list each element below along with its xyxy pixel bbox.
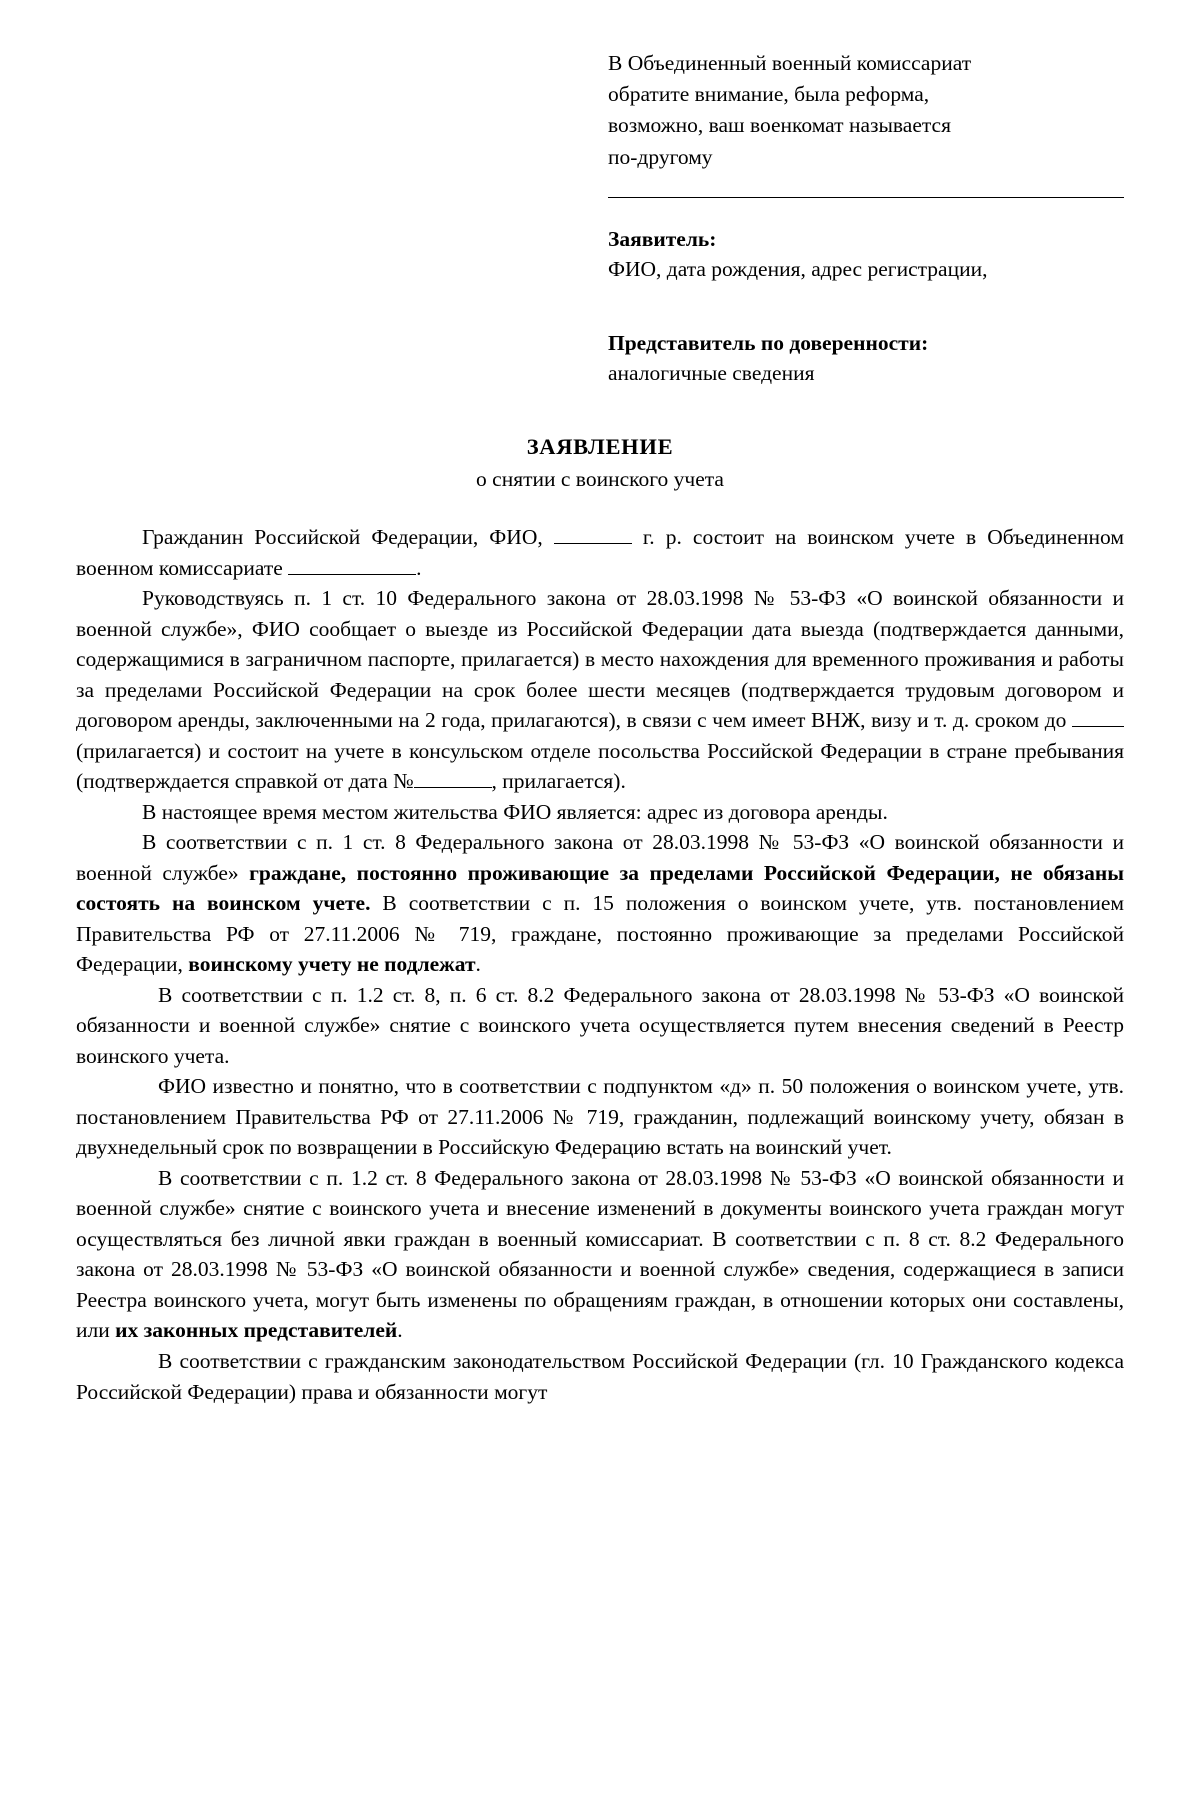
header-block <box>600 48 1124 388</box>
blank-commissariat-name[interactable] <box>288 574 416 575</box>
para-7-bold: их законных представителей <box>115 1318 398 1343</box>
addressee-block <box>608 48 1124 173</box>
para-1-text-b: г. р. состоит на воинском учете в Объединенном военном комиссариате <box>76 525 1124 580</box>
paragraph-civil-law: В соответствии с гражданским законодательством Российской Федерации (гл. 10 Гражданского кодекса Российской Федерации) права и обязанности могут <box>76 1348 1124 1404</box>
title-block <box>76 434 1124 492</box>
para-2-text-a: Руководствуясь п. 1 ст. 10 Федерального закона от 28.03.1998 № 53-ФЗ «О воинской обязанности и военной службе», ФИО сообщает о выезде из Российской Федерации дата выезда (подтверждается данными, содержащимися в заграничном паспорте, прилагается) в место нахождения для временного проживания и работы за пределами Российской Федерации на срок более шести месяцев (подтверждается трудовым договором и договором аренды, заключенными на 2 года, прилагаются), в связи с чем имеет ВНЖ, визу и т. д. сроком до <box>76 586 1124 733</box>
applicant-value: ФИО, дата рождения, адрес регистрации, <box>608 256 988 281</box>
paragraph-no-personal-appearance <box>76 1163 1124 1346</box>
document-title: ЗАЯВЛЕНИЕ <box>526 434 674 460</box>
blank-certificate-number[interactable] <box>414 787 492 788</box>
paragraph-return-obligation: ФИО известно и понятно, что в соответствии с подпунктом «д» п. 50 положения о воинском учете, утв. постановлением Правительства РФ от 27.11.2006 № 719, гражданин, подлежащий воинскому учету, обязан в двухнедельный срок по возвращении в Российскую Федерацию встать на воинский учет. <box>76 1074 1124 1160</box>
document-body <box>76 522 1124 1407</box>
para-2-text-b: (прилагается) и состоит на учете в консульском отделе посольства Российской Федерации в стране пребывания (подтверждается справкой от дата № <box>76 738 1124 794</box>
representative-label: Представитель по доверенности: <box>608 330 929 355</box>
paragraph-registry-procedure: В соответствии с п. 1.2 ст. 8, п. 6 ст. 8.2 Федерального закона от 28.03.1998 № 53-ФЗ «О воинской обязанности и военной службе» снятие с воинского учета осуществляется путем внесения сведений в Реестр воинского учета. <box>76 982 1124 1068</box>
para-4-text-b: В соответствии с п. 15 положения о воинском учете, утв. постановлением Правительства РФ от 27.11.2006 № 719, граждане, постоянно проживающие за пределами Российской Федерации, <box>76 891 1124 977</box>
paragraph-departure-grounds <box>76 583 1124 797</box>
addressee-line-3: возможно, ваш военкомат называется <box>608 113 951 138</box>
blank-permit-expiry[interactable] <box>1072 726 1124 727</box>
applicant-label: Заявитель: <box>608 226 717 251</box>
para-7-text-b: . <box>397 1318 403 1343</box>
representative-block <box>608 328 1124 388</box>
paragraph-current-residence: В настоящее время местом жительства ФИО является: адрес из договора аренды. <box>142 799 888 824</box>
representative-value: аналогичные сведения <box>608 360 815 385</box>
para-1-text-a: Гражданин Российской Федерации, ФИО, <box>142 525 554 550</box>
paragraph-registration-status <box>76 522 1124 583</box>
header-divider-rule <box>608 197 1124 198</box>
para-4-text-c: . <box>475 952 481 977</box>
addressee-line-4: по-другому <box>608 144 713 169</box>
para-7-text-a: В соответствии с п. 1.2 ст. 8 Федерального закона от 28.03.1998 № 53-ФЗ «О воинской обязанности и военной службе» снятие с воинского учета и внесение изменений в документы воинского учета граждан могут осуществляться без личной явки граждан в военный комиссариат. В соответствии с п. 8 ст. 8.2 Федерального закона от 28.03.1998 № 53-ФЗ «О воинской обязанности и военной службе» сведения, содержащиеся в записи Реестра воинского учета, могут быть изменены по обращениям граждан, в отношении которых они составлены, или <box>76 1165 1124 1343</box>
addressee-line-2: обратите внимание, была реформа, <box>608 82 930 107</box>
para-4-bold-2: воинскому учету не подлежат <box>188 952 476 977</box>
paragraph-law-basis-1 <box>76 827 1124 980</box>
document-subtitle: о снятии с воинского учета <box>476 467 724 492</box>
addressee-line-1: В Объединенный военный комиссариат <box>608 51 972 75</box>
para-4-bold-1: граждане, постоянно проживающие за пределами Российской Федерации, не обязаны состоять на воинском учете. <box>76 860 1124 916</box>
blank-birth-year[interactable] <box>554 543 632 544</box>
para-1-text-c: . <box>416 555 422 580</box>
para-2-text-c: , прилагается). <box>491 769 626 794</box>
applicant-block <box>608 224 1124 284</box>
para-4-text-a: В соответствии с п. 1 ст. 8 Федерального закона от 28.03.1998 № 53-ФЗ «О воинской обязанности и военной службе» <box>76 830 1124 885</box>
